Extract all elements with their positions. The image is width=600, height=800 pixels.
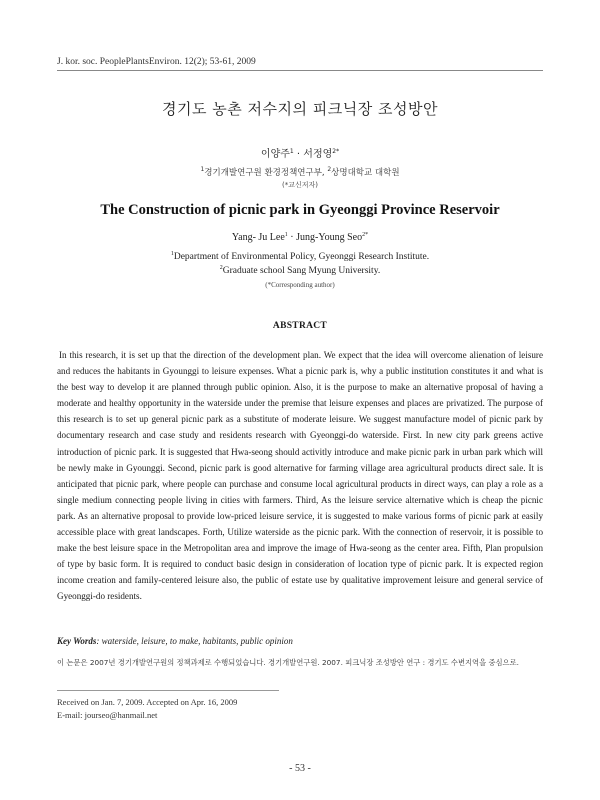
korean-author-1: 이양주 — [260, 149, 290, 160]
korean-affiliations — [0, 166, 600, 178]
english-author-2: Jung-Young Seo — [296, 232, 363, 243]
korean-affil-2: 상명대학교 대학원 — [331, 168, 400, 178]
korean-title: 경기도 농촌 저수지의 피크닉장 조성방안 — [162, 100, 438, 118]
english-affil-1-mark: 1 — [170, 251, 174, 257]
funding-note: 이 논문은 2007년 경기개발연구원의 정책과제로 수행되었습니다. 경기개발연구원. 2007. 피크닉장 조성방안 연구 : 경기도 수변지역을 중심으로. — [57, 658, 519, 667]
contact-email: E-mail: jourseo@hanmail.net — [57, 710, 158, 720]
journal-citation-header: J. kor. soc. PeoplePlantsEnviron. 12(2); 53-61, 2009 — [57, 57, 256, 67]
korean-author-1-mark: 1 — [289, 148, 294, 155]
english-authors — [0, 232, 600, 243]
keywords-label: Key Words — [57, 636, 97, 646]
page-number: - 53 - — [289, 763, 311, 774]
keywords-line — [57, 636, 543, 646]
english-title: The Construction of picnic park in Gyeonggi Province Reservoir — [100, 202, 500, 218]
author-separator: · — [290, 232, 294, 243]
english-affil-2-mark: 2 — [219, 265, 223, 271]
korean-affil-1-mark: 1 — [200, 166, 205, 173]
author-separator: · — [296, 149, 301, 160]
footnote-divider — [57, 690, 279, 691]
english-author-2-mark: 2* — [362, 232, 369, 238]
received-dates: Received on Jan. 7, 2009. Accepted on Apr. 16, 2009 — [57, 697, 238, 707]
english-affil-1-text: Department of Environmental Policy, Gyeonggi Research Institute. — [173, 252, 430, 262]
header-divider — [57, 70, 543, 71]
korean-author-2: 서정영 — [303, 149, 333, 160]
korean-affil-2-mark: 2 — [327, 166, 332, 173]
abstract-heading: ABSTRACT — [272, 321, 328, 331]
abstract-body — [57, 347, 543, 605]
english-affiliation-2 — [0, 266, 600, 276]
english-affil-2-text: Graduate school Sang Myung University. — [222, 266, 381, 276]
english-author-1-mark: 1 — [284, 232, 288, 238]
english-corresponding-note: (*Corresponding author) — [265, 281, 335, 289]
korean-authors — [0, 145, 600, 160]
korean-corresponding-note: (*교신저자) — [281, 181, 318, 189]
korean-affil-1: 경기개발연구원 환경정책연구부, — [204, 168, 328, 178]
english-affiliation-1 — [0, 252, 600, 262]
korean-author-2-mark: 2* — [332, 148, 340, 155]
keywords-text: : waterside, leisure, to make, habitants, public opinion — [96, 636, 293, 646]
english-author-1: Yang- Ju Lee — [231, 232, 285, 243]
abstract-paragraph: In this research, it is set up that the direction of the development plan. We expect that the idea will overcome alienation of leisure and reduces the habitants in Gyounggi to leisure expenses. What a picnic park is, why a public institution constitutes it and what is the best way to develop it are planned through public opinion. Also, it is the purpose to make an alternative proposal of having a moderate and healthy opportunity in the waterside under the premise that leisure expenses and places are privatized. The purpose of this research is to set up general picnic park as a substitute of moderate leisure. We suggest manufacture model of picnic park by documentary research and case study and residents research with Gyeonggi-do waterside. First. In new city park greens active introduction of picnic park. It is suggested that Hwa-seong should activitly introduce and make picnic park in urban park which will be newly make in Gyounggi. Second, picnic park is good alternative for farming village area agricultural products direct sale. It is anticipated that picnic park, where people can purchase and consume local agricultural products in direct ways, can play a role as a single medium connecting people living in cities with farmers. Third, As the leisure service alternative which is cheap the picnic park. As an alternative proposal to provide low-priced leisure service, it is suggested to make various forms of picnic park at easily accessible place with great landscapes. Forth, Utilize waterside as the picnic park. With the connection of reservoir, it is possible to make the best leisure space in the Metropolitan area and improve the image of Hwa-seong as the center area. Fifth, Plan propulsion of type by basic form. It is required to conduct basic design in consideration of location type of picnic park. It is expected region income creation and family-centered leisure also, the public of estate use by qualitative improvement leisure and general service of Gyeonggi-do residents. — [57, 350, 543, 602]
